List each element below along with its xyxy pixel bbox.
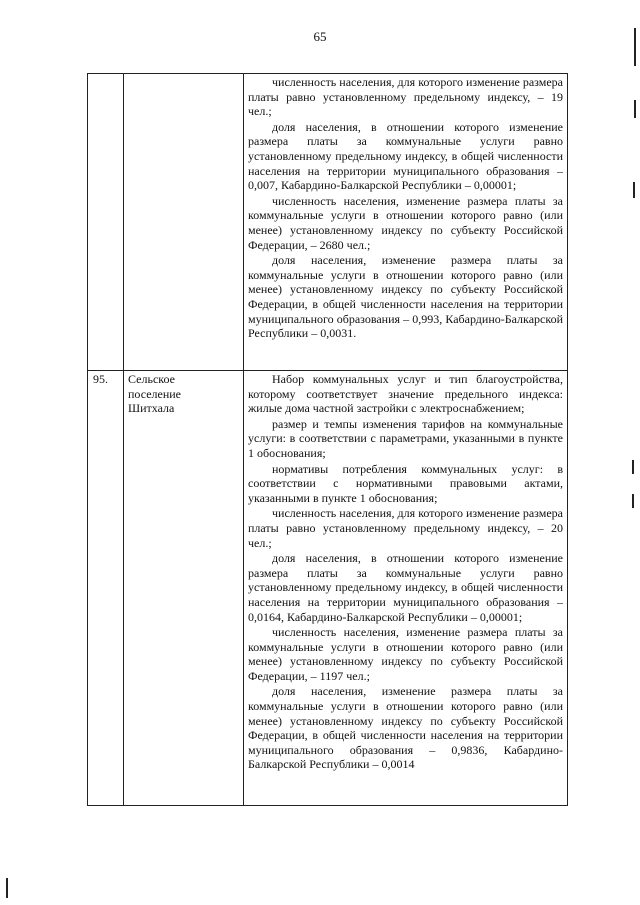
description-cell: [244, 74, 568, 371]
scan-mark: [633, 182, 635, 198]
paragraph: доля населения, в отношении которого изменение размера платы за коммунальные услуги равно установленному предельному индексу, в общей численности населения на территории муниципального образования – 0,0164, Кабардино-Балкарской Республики – 0,00001;: [248, 551, 563, 624]
page-number: 65: [313, 29, 327, 44]
row-number-cell: [88, 74, 124, 371]
scan-mark: [634, 100, 636, 118]
scan-mark: [6, 878, 8, 898]
table-row: [88, 371, 568, 806]
paragraph: численность населения, для которого изменение размера платы равно установленному предельному индексу, – 19 чел.;: [248, 75, 563, 119]
table-row: [88, 74, 568, 371]
paragraph: доля населения, в отношении которого изменение размера платы за коммунальные услуги равно установленному предельному индексу, в общей численности населения на территории муниципального образования – 0,007, Кабардино-Балкарской Республики – 0,00001;: [248, 119, 563, 193]
paragraph: нормативы потребления коммунальных услуг: в соответствии с нормативными правовыми актами, указанными в пункте 1 обоснования;: [248, 461, 563, 505]
paragraph: доля населения, изменение размера платы за коммунальные услуги в отношении которого равно (или менее) установленному индексу по субъекту Российской Федерации, в общей численности населения на территории муниципального образования – 0,993, Кабардино-Балкарской Республики – 0,0031.: [248, 253, 563, 341]
indices-table: [87, 73, 568, 806]
paragraph: Набор коммунальных услуг и тип благоустройства, которому соответствует значение предельного индекса: жилые дома частной застройки с электроснабжением;: [248, 372, 563, 416]
paragraph: размер и темпы изменения тарифов на коммунальные услуги: в соответствии с параметрами, указанными в пункте 1 обоснования;: [248, 416, 563, 460]
row-number-cell: 95.: [88, 371, 124, 806]
description-cell: [244, 371, 568, 806]
paragraph: численность населения, изменение размера платы за коммунальные услуги в отношении которого равно (или менее) установленному индексу по субъекту Российской Федерации, – 1197 чел.;: [248, 625, 563, 683]
scan-mark: [632, 494, 634, 508]
municipality-name-cell: [124, 74, 244, 371]
paragraph: численность населения, изменение размера платы за коммунальные услуги в отношении которого равно (или менее) установленному индексу по субъекту Российской Федерации, – 2680 чел.;: [248, 193, 563, 252]
paragraph: численность населения, для которого изменение размера платы равно установленному предельному индексу, – 20 чел.;: [248, 506, 563, 550]
municipality-name-cell: Сельское поселение Шитхала: [124, 371, 244, 806]
paragraph: доля населения, изменение размера платы за коммунальные услуги в отношении которого равно (или менее) установленному индексу по субъекту Российской Федерации, в общей численности населения на территории муниципального образования – 0,9836, Кабардино-Балкарской Республики – 0,0014: [248, 684, 563, 772]
scan-mark: [632, 460, 634, 474]
scan-mark: [634, 28, 636, 66]
